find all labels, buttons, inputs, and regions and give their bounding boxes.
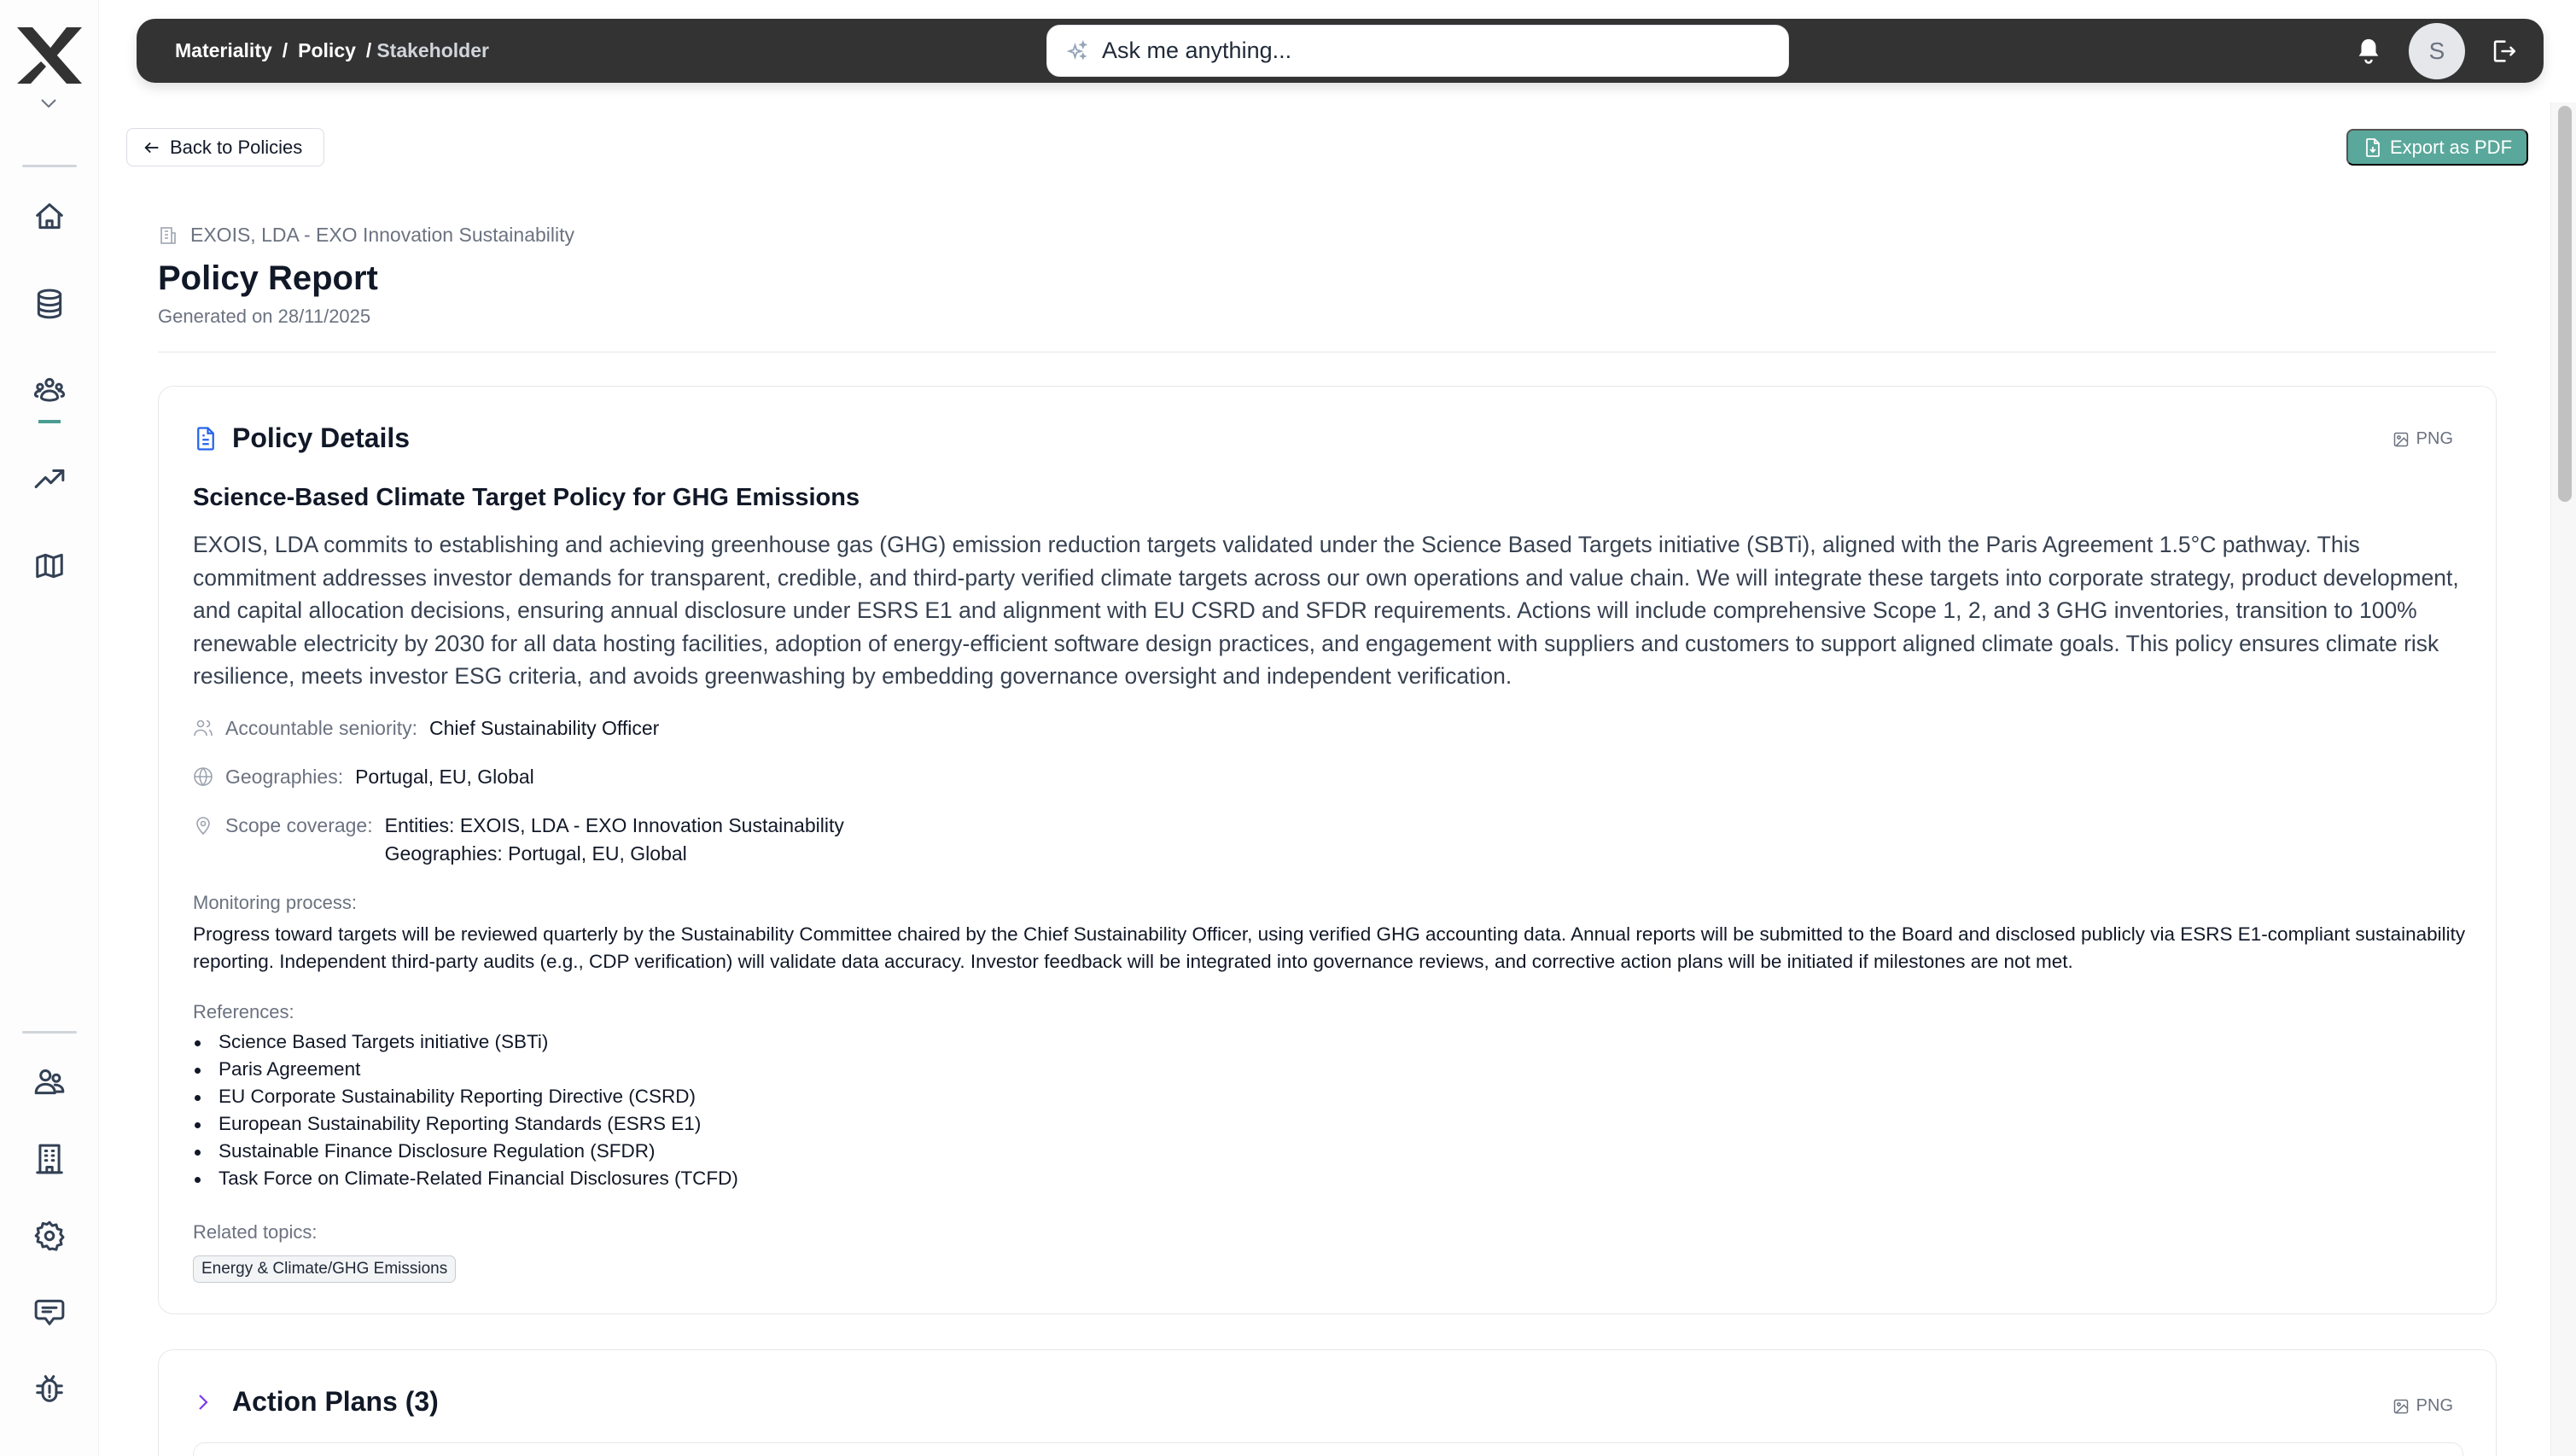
accountable-label: Accountable seniority: [225,717,418,739]
message-icon [33,1296,66,1328]
scope-geographies: Geographies: Portugal, EU, Global [384,842,687,865]
home-icon [33,201,66,233]
geographies-label: Geographies: [225,766,344,788]
building-icon [33,1143,66,1175]
active-indicator [38,420,61,423]
accountable-seniority-row [193,714,659,743]
sidebar-item-users[interactable] [32,1065,67,1099]
map-icon [33,550,66,582]
sidebar-item-trends[interactable] [32,462,67,496]
chevron-right-icon [193,1392,213,1412]
sidebar-item-feedback[interactable] [32,1295,67,1329]
sidebar-item-map[interactable] [32,549,67,583]
workspace-chevron-down-icon[interactable] [39,97,58,109]
breadcrumb-materiality[interactable]: Materiality [175,39,272,61]
export-pdf-button[interactable] [2346,129,2528,166]
image-icon [2392,431,2410,448]
geographies-row [193,763,534,791]
page-scrollbar[interactable] [2550,102,2576,1456]
top-bar [137,19,2544,83]
sidebar-divider-top [22,165,77,167]
document-icon [193,426,219,451]
logout-icon[interactable] [2489,37,2518,66]
action-plans-card [158,1349,2497,1456]
scope-label: Scope coverage: [225,814,373,836]
png-label: PNG [2416,429,2453,448]
action-plans-toggle[interactable] [193,1386,439,1418]
sidebar-item-report-bug[interactable] [32,1372,67,1406]
organization-line [158,224,574,247]
policy-details-card [158,386,2497,1314]
action-plans-title: Action Plans (3) [232,1386,439,1417]
scope-entities: Entities: EXOIS, LDA - EXO Innovation Sustainability [384,814,844,836]
policy-description: EXOIS, LDA commits to establishing and achieving greenhouse gas (GHG) emission reduction targets validated under the Science Based Targets initiative (SBTi), aligned with the Paris Agreement 1.5°C pathway. This commitment addresses investor demands for transparent, credible, and third-party verified climate targets across our own operations and value chain. We will integrate these targets into corporate strategy, product development, and capital allocation decisions, ensuring annual disclosure under ESRS E1 and alignment with EU CSRD and SFDR requirements. Actions will include comprehensive Scope 1, 2, and 3 GHG inventories, transition to 100% renewable electricity by 2030 for all data hosting facilities, adoption of energy-efficient software design practices, and engagement with suppliers and customers to support aligned climate goals. This policy ensures climate risk resilience, meets investor ESG criteria, and avoids greenwashing by embedding governance oversight and independent verification. [193,532,2459,689]
users-icon [193,718,213,738]
policy-details-header [193,422,410,454]
organization-name: EXOIS, LDA - EXO Innovation Sustainability [190,224,575,246]
monitoring-text: Progress toward targets will be reviewed quarterly by the Sustainability Committee chaired by the Chief Sustainability Officer, using verified GHG accounting data. Annual reports will be submitted to the Board and disclosed publicly via ESRS E1-compliant sustainability reporting. Independent third-party audits (e.g., CDP verification) will validate data accuracy. Investor feedback will be integrated into governance reviews, and corrective action plans will be initiated if milestones are not met. [193,923,2466,972]
app-logo[interactable] [15,26,84,85]
map-pin-icon [193,815,213,836]
sidebar-item-data[interactable] [32,287,67,321]
sidebar-item-stakeholders[interactable] [32,374,67,408]
top-bar-actions [2354,19,2518,83]
reference-item: Sustainable Finance Disclosure Regulation (SFDR) [193,1138,738,1165]
reference-item: Paris Agreement [193,1056,738,1083]
action-plans-export-png-button[interactable] [2392,1396,2453,1416]
page-title: Policy Report [158,259,378,297]
scope-coverage-row [193,812,844,868]
monitoring-label: Monitoring process: [193,892,357,913]
breadcrumb-policy[interactable]: Policy [298,39,356,61]
generated-date: Generated on 28/11/2025 [158,306,371,327]
action-plan-item [193,1442,2463,1456]
trending-up-icon [33,463,66,495]
sidebar-item-home[interactable] [32,200,67,234]
reference-item: European Sustainability Reporting Standards (ESRS E1) [193,1110,738,1138]
related-topic-chip[interactable]: Energy & Climate/GHG Emissions [193,1255,456,1283]
reference-item: Task Force on Climate-Related Financial Disclosures (TCFD) [193,1165,738,1192]
reference-item: EU Corporate Sustainability Reporting Directive (CSRD) [193,1083,738,1110]
database-icon [33,288,66,320]
png-label: PNG [2416,1396,2453,1415]
image-icon [2392,1398,2410,1415]
bug-icon [33,1372,66,1405]
breadcrumb-stakeholder: Stakeholder [376,39,489,61]
related-topics-label: Related topics: [193,1221,318,1243]
bell-icon[interactable] [2354,37,2383,66]
export-button-label: Export as PDF [2389,136,2513,158]
arrow-left-icon [143,138,161,157]
scrollbar-thumb[interactable] [2558,106,2572,502]
references-list [193,1028,738,1192]
back-button-label: Back to Policies [170,136,303,158]
scope-values [385,812,844,868]
breadcrumb [175,19,489,83]
sidebar-item-settings[interactable] [32,1219,67,1253]
building-icon [158,225,178,246]
reference-item: Science Based Targets initiative (SBTi) [193,1028,738,1056]
sidebar-divider-bottom [22,1031,77,1034]
globe-icon [193,766,213,787]
sidebar-item-organization[interactable] [32,1142,67,1176]
ai-search-input[interactable] [1102,38,1751,64]
policy-name: Science-Based Climate Target Policy for GHG Emissions [193,484,860,511]
accountable-value: Chief Sustainability Officer [429,717,660,739]
export-png-button[interactable] [2392,429,2453,449]
users-icon [33,1066,66,1098]
policy-details-title: Policy Details [232,422,411,453]
file-download-icon [2363,137,2383,158]
breadcrumb-separator: / [282,39,288,61]
gear-icon [33,1220,66,1252]
references-label: References: [193,1001,294,1022]
back-to-policies-button[interactable] [126,128,324,166]
sparkles-icon [1066,39,1090,63]
geographies-value: Portugal, EU, Global [355,766,534,788]
ai-search-box[interactable] [1046,25,1789,77]
users-group-icon [33,375,66,407]
breadcrumb-separator: / [365,39,372,61]
sidebar [0,0,99,1456]
user-avatar[interactable]: S [2409,23,2465,79]
